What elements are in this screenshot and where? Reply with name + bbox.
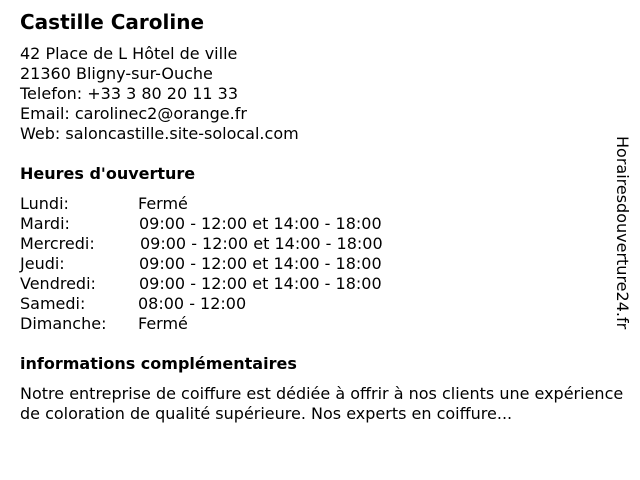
hours-time: 09:00 - 12:00 et 14:00 - 18:00 [139, 254, 382, 273]
address-line-2: 21360 Bligny-sur-Ouche [20, 64, 213, 83]
hours-day: Mercredi: [20, 234, 95, 253]
hours-time: Fermé [138, 194, 188, 213]
address-line-1: 42 Place de L Hôtel de ville [20, 44, 238, 63]
info-description: Notre entreprise de coiffure est dédiée à offrir à nos clients une expérience de coloration de qualité supérieure. Nos experts en coiffure... [20, 384, 624, 423]
hours-heading: Heures d'ouverture [20, 164, 196, 183]
phone-text: Telefon: +33 3 80 20 11 33 [20, 84, 239, 103]
email-text: Email: carolinec2@orange.fr [20, 104, 247, 123]
contact-block [20, 44, 299, 144]
info-heading: informations complémentaires [20, 354, 297, 373]
business-name: Castille Caroline [20, 10, 205, 34]
hours-day: Mardi: [20, 214, 70, 233]
site-watermark: Horairesdouverture24.fr [613, 136, 632, 330]
hours-day: Lundi: [20, 194, 69, 213]
hours-time: 09:00 - 12:00 et 14:00 - 18:00 [140, 234, 383, 253]
web-text: Web: saloncastille.site-solocal.com [20, 124, 299, 143]
hours-day: Dimanche: [20, 314, 107, 333]
hours-time: 08:00 - 12:00 [138, 294, 247, 313]
hours-day: Samedi: [20, 294, 86, 313]
hours-time: Fermé [138, 314, 188, 333]
hours-time: 09:00 - 12:00 et 14:00 - 18:00 [139, 274, 382, 293]
hours-day: Jeudi: [20, 254, 65, 273]
hours-day: Vendredi: [20, 274, 96, 293]
hours-time: 09:00 - 12:00 et 14:00 - 18:00 [139, 214, 382, 233]
